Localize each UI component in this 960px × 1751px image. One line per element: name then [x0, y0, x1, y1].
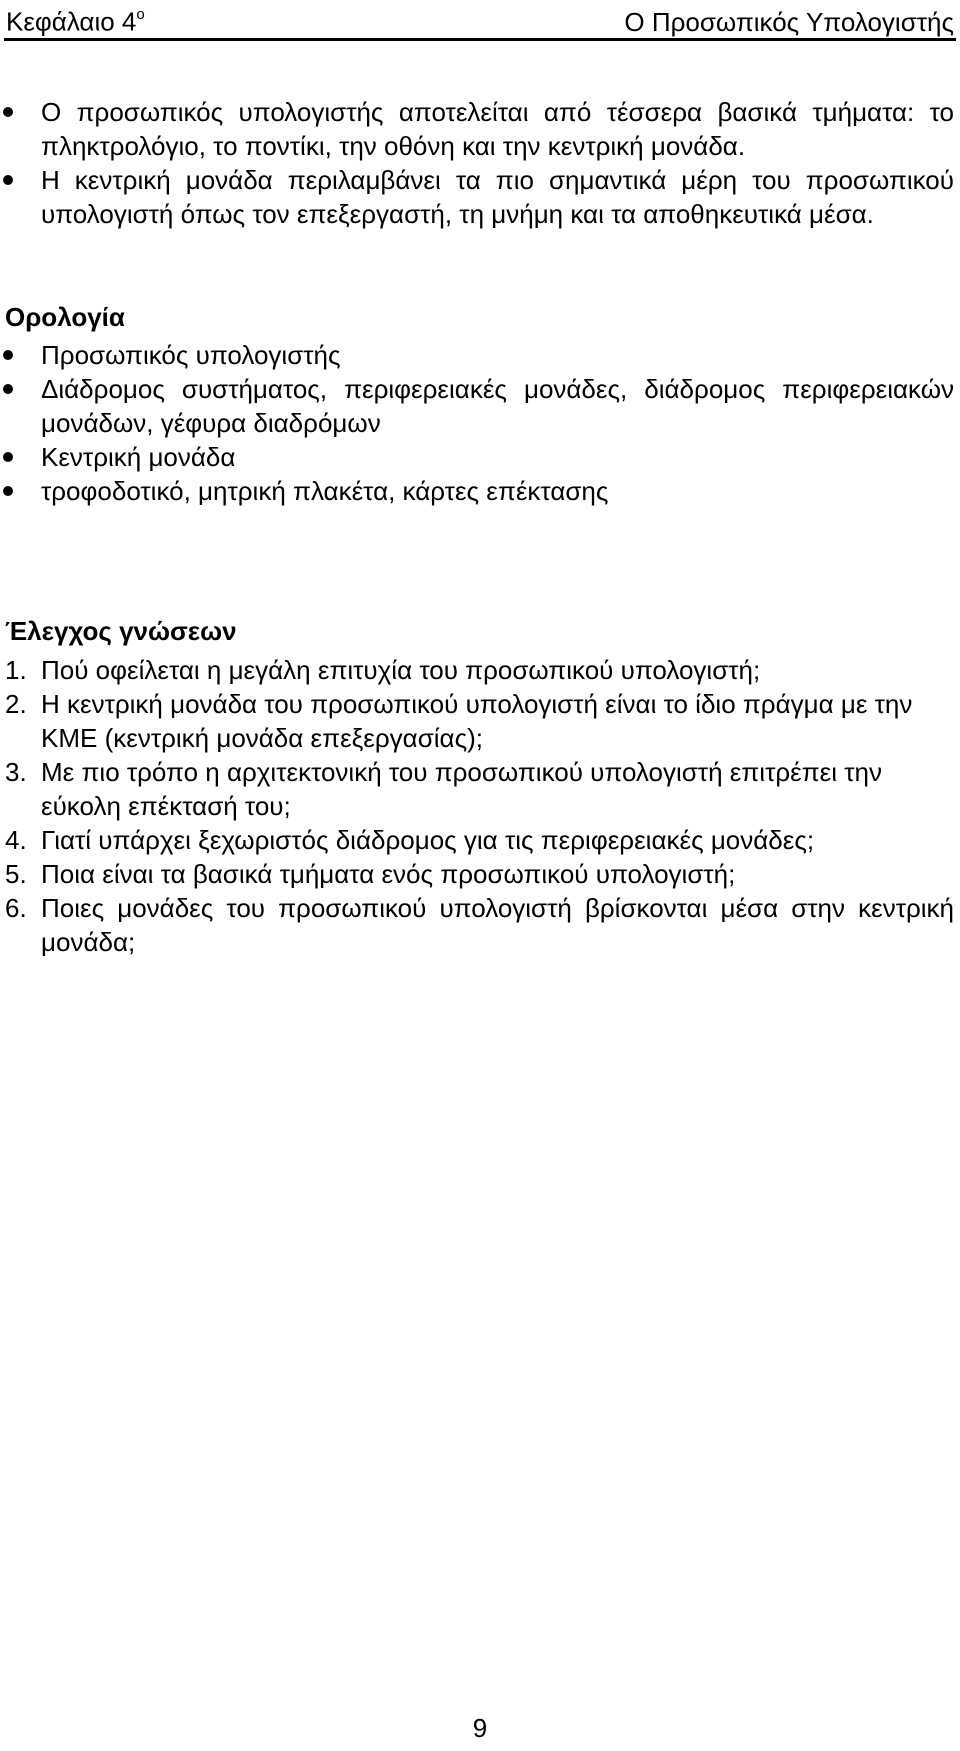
question-text: Με πιο τρόπο η αρχιτεκτονική του προσωπικού υπολογιστή επιτρέπει την εύκολη επέκτασή του;	[41, 757, 882, 821]
terminology-item: Κεντρική μονάδα	[0, 440, 960, 474]
question-number: 5.	[5, 859, 27, 889]
page-header	[6, 0, 954, 38]
question-item	[0, 755, 960, 823]
knowledge-check-heading: Έλεγχος γνώσεων	[5, 616, 237, 646]
question-item	[0, 857, 960, 891]
terminology-list	[0, 338, 960, 508]
question-list	[0, 653, 960, 959]
question-text: Η κεντρική μονάδα του προσωπικού υπολογιστή είναι το ίδιο πράγμα με την ΚΜΕ (κεντρική μονάδα επεξεργασίας);	[41, 689, 913, 753]
terminology-item: τροφοδοτικό, μητρική πλακέτα, κάρτες επέκτασης	[0, 474, 960, 508]
chapter-superscript: ο	[136, 6, 145, 24]
terminology-item: Προσωπικός υπολογιστής	[0, 338, 960, 372]
summary-list	[0, 95, 960, 231]
summary-item: Ο προσωπικός υπολογιστής αποτελείται από τέσσερα βασικά τμήματα: το πληκτρολόγιο, το ποντίκι, την οθόνη και την κεντρική μονάδα.	[0, 95, 960, 163]
terminology-item: Διάδρομος συστήματος, περιφερειακές μονάδες, διάδρομος περιφερειακών μονάδων, γέφυρα διαδρόμων	[0, 372, 960, 440]
bullet-icon	[3, 384, 13, 394]
question-number: 2.	[5, 689, 27, 719]
question-number: 4.	[5, 825, 27, 855]
page-number: 9	[472, 1713, 488, 1743]
bullet-icon	[3, 175, 13, 185]
question-text: Γιατί υπάρχει ξεχωριστός διάδρομος για τις περιφερειακές μονάδες;	[41, 825, 815, 855]
question-item	[0, 687, 960, 755]
question-item	[0, 891, 960, 959]
question-number: 6.	[5, 893, 27, 923]
bullet-icon	[3, 452, 13, 462]
question-text: Ποιες μονάδες του προσωπικού υπολογιστή βρίσκονται μέσα στην κεντρική μονάδα;	[41, 893, 954, 957]
question-item	[0, 823, 960, 857]
chapter-title: Ο Προσωπικός Υπολογιστής	[624, 7, 954, 37]
summary-item: Η κεντρική μονάδα περιλαμβάνει τα πιο σημαντικά μέρη του προσωπικού υπολογιστή όπως τον επεξεργαστή, τη μνήμη και τα αποθηκευτικά μέσα.	[0, 163, 960, 231]
chapter-label: Κεφάλαιο $4^o$	[6, 6, 145, 37]
question-number: 1.	[5, 655, 27, 685]
question-number: 3.	[5, 757, 27, 787]
question-text: Ποια είναι τα βασικά τμήματα ενός προσωπικού υπολογιστή;	[41, 859, 736, 889]
question-item	[0, 653, 960, 687]
bullet-icon	[3, 350, 13, 360]
bullet-icon	[3, 486, 13, 496]
header-divider	[4, 38, 956, 41]
question-text: Πού οφείλεται η μεγάλη επιτυχία του προσωπικού υπολογιστή;	[41, 655, 761, 685]
terminology-heading: Ορολογία	[5, 302, 125, 332]
bullet-icon	[3, 107, 13, 117]
